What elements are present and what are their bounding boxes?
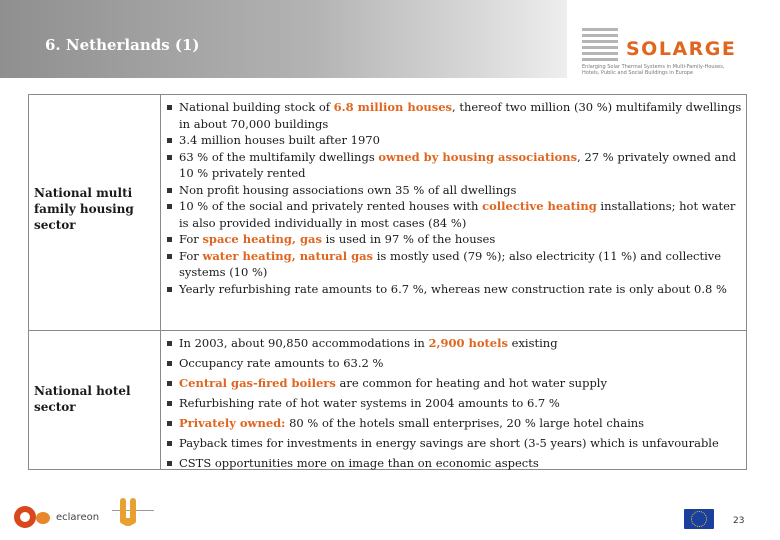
highlight-text: 2,900 hotels — [428, 336, 508, 350]
bullet-text: Non profit housing associations own 35 % of all dwellings — [179, 182, 517, 197]
eclareon-logo — [14, 500, 114, 530]
bullet-text: In 2003, about 90,850 accommodations in — [179, 336, 429, 350]
bullet-square-icon — [167, 204, 172, 209]
bullet-text: , thereof two million (30 %) multifamily dwellings in about 70,000 buildings — [179, 100, 742, 131]
bullet-item — [179, 281, 745, 298]
bullet-square-icon — [167, 341, 172, 346]
bullet-text: Payback times for investments in energy savings are short (3-5 years) which is unfavourable — [179, 436, 719, 450]
bullet-square-icon — [167, 361, 172, 366]
bullet-item — [179, 373, 745, 393]
bullet-text: 63 % of the multifamily dwellings — [179, 149, 379, 164]
bullet-item — [179, 99, 745, 132]
page-title: 6. Netherlands (1) — [45, 36, 200, 54]
bullet-text: is used in 97 % of the houses — [321, 232, 496, 246]
highlight-text: 6.8 million houses — [333, 100, 453, 114]
bullet-square-icon — [167, 461, 172, 466]
bullet-text: Yearly refurbishing rate amounts to 6.7 %, whereas new construction rate is only about 0.8 % — [179, 281, 727, 296]
eclareon-wordmark: eclareon — [56, 512, 100, 523]
bullet-item — [179, 132, 745, 149]
highlight-text: owned by housing associations — [378, 149, 578, 164]
bullet-square-icon — [167, 138, 172, 143]
bullet-item — [179, 353, 745, 373]
bullet-item — [179, 433, 745, 453]
highlight-text: Privately owned: — [179, 416, 286, 430]
bullet-text: For — [179, 248, 203, 263]
eu-flag-icon — [684, 509, 714, 529]
bullet-text: Refurbishing rate of hot water systems in 2004 amounts to 6.7 % — [179, 396, 560, 410]
bullet-text: is mostly used (79 %); also electricity (11 %) and collective systems (10 %) — [179, 248, 722, 279]
bullet-list — [179, 333, 745, 473]
bullet-item — [179, 231, 745, 248]
bullet-square-icon — [167, 401, 172, 406]
section-label-cell — [29, 331, 161, 469]
bullet-item — [179, 182, 745, 199]
bullet-text: are common for heating and hot water supply — [335, 376, 607, 390]
solarge-logo — [582, 24, 772, 82]
bullet-square-icon — [167, 254, 172, 259]
bullet-item — [179, 198, 745, 231]
bullet-list — [179, 99, 745, 297]
bullet-square-icon — [167, 287, 172, 292]
section-multifamily — [29, 95, 746, 331]
bullet-text: Occupancy rate amounts to 63.2 % — [179, 356, 384, 370]
section-label-cell — [29, 95, 161, 330]
bullet-item — [179, 333, 745, 353]
bullet-square-icon — [167, 441, 172, 446]
bullet-text: existing — [507, 336, 558, 350]
section-label: National multi family housing sector — [34, 186, 134, 232]
university-logo-icon — [112, 494, 158, 534]
page-number: 23 — [733, 516, 745, 526]
solarge-wordmark: SOLARGE — [626, 38, 737, 60]
bullet-item — [179, 393, 745, 413]
section-hotel — [29, 331, 746, 469]
bullet-item — [179, 413, 745, 433]
bullet-square-icon — [167, 105, 172, 110]
solarge-tagline: Enlarging Solar Thermal Systems in Multi-Family-Houses, Hotels, Public and Social Buildings in Europe — [582, 64, 725, 76]
bullet-square-icon — [167, 155, 172, 160]
bullet-text: National building stock of — [179, 100, 334, 114]
highlight-text: collective heating — [482, 199, 597, 213]
eclareon-logo-icon — [14, 506, 36, 528]
bullet-square-icon — [167, 381, 172, 386]
bullet-text: 3.4 million houses built after 1970 — [179, 133, 380, 147]
bullet-text: 80 % of the hotels small enterprises, 20 % large hotel chains — [285, 416, 645, 430]
bullet-text: 10 % of the social and privately rented houses with — [179, 199, 483, 213]
bullet-text: CSTS opportunities more on image than on economic aspects — [179, 456, 539, 470]
title-bar — [0, 0, 567, 78]
content-table — [28, 94, 747, 470]
bullet-square-icon — [167, 188, 172, 193]
bullet-item — [179, 453, 745, 473]
bullet-text: For — [179, 232, 203, 246]
bullet-item — [179, 149, 745, 182]
bullet-square-icon — [167, 421, 172, 426]
bullet-text: , 27 % privately owned and 10 % privately rented — [179, 149, 737, 180]
bullet-square-icon — [167, 237, 172, 242]
highlight-text: water heating, natural gas — [202, 248, 374, 263]
bullet-item — [179, 248, 745, 281]
bullet-text: installations; hot water is also provided individually in most cases (84 %) — [179, 199, 736, 230]
highlight-text: Central gas-fired boilers — [179, 376, 336, 390]
solarge-lines-icon — [582, 28, 618, 64]
section-label: National hotel sector — [34, 384, 131, 414]
highlight-text: space heating, gas — [202, 232, 322, 246]
